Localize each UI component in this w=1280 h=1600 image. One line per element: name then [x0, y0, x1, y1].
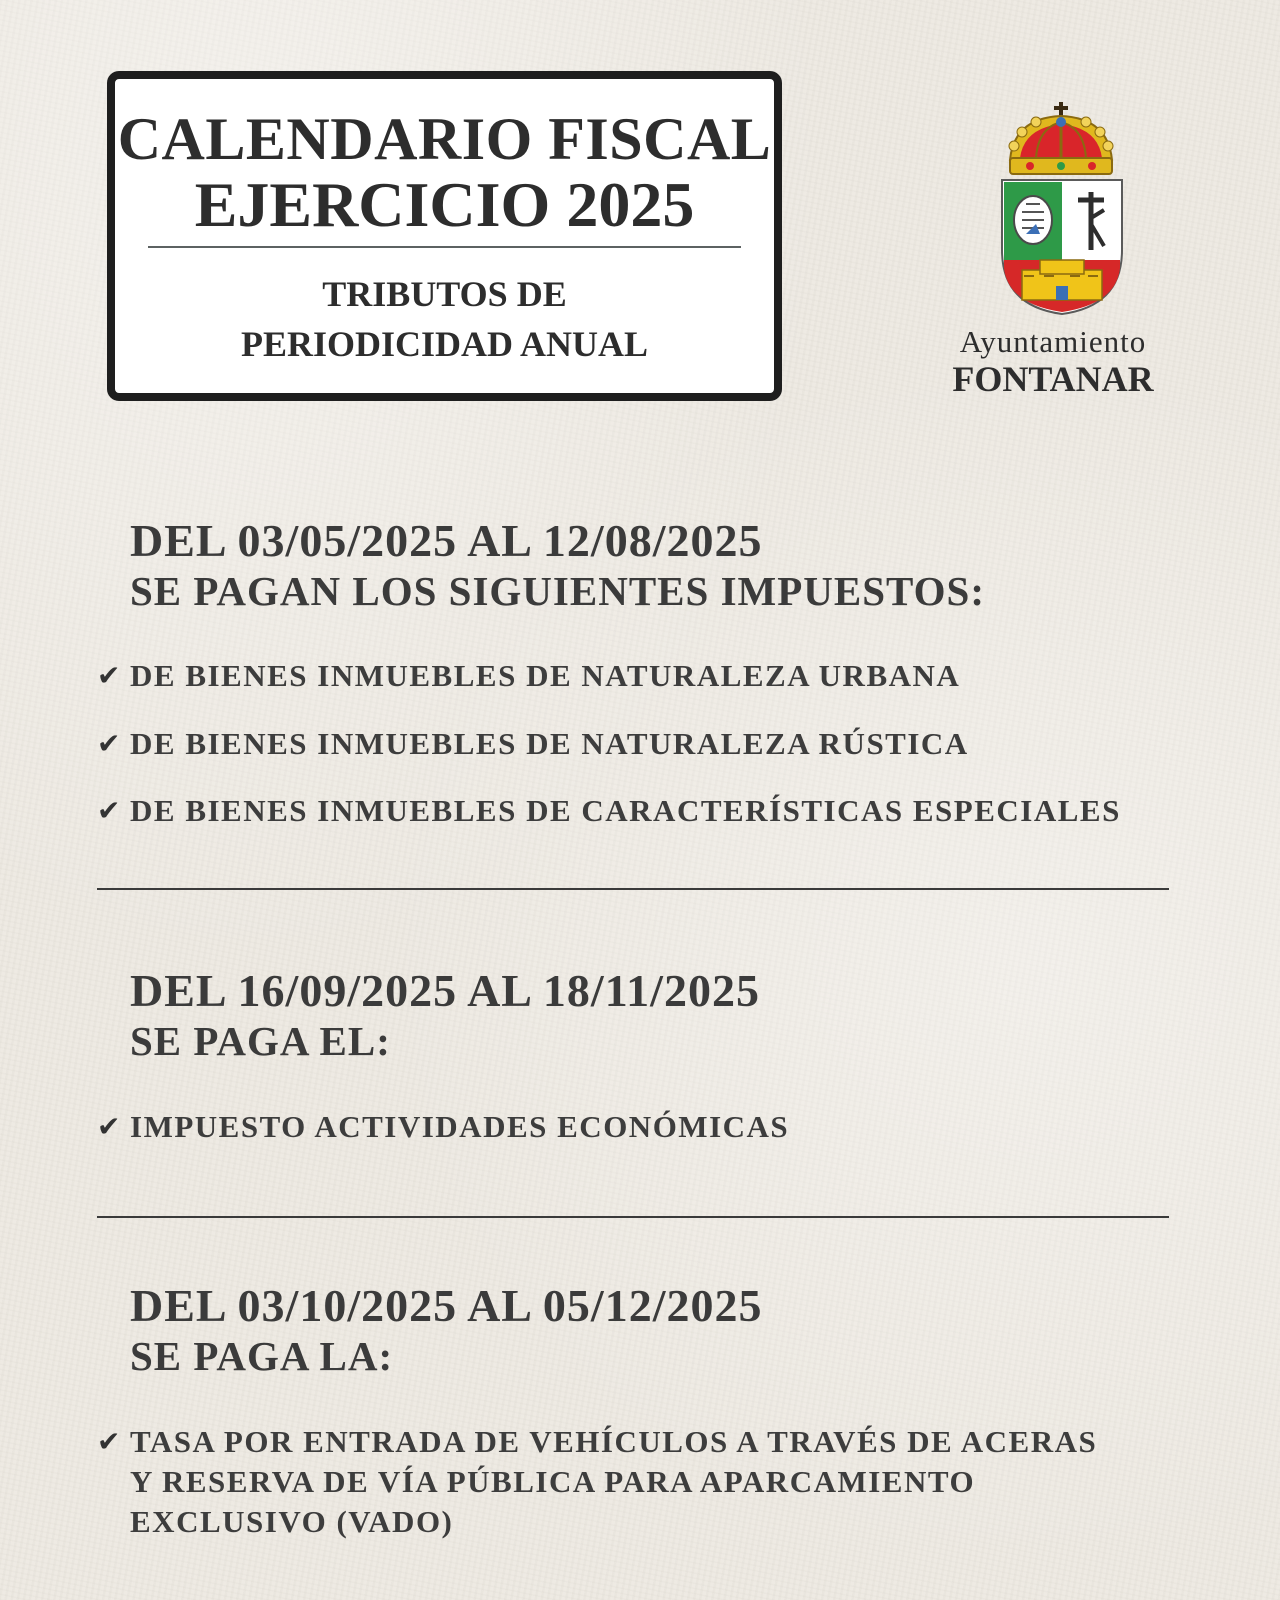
checkmark-icon: ✔	[97, 659, 122, 692]
section-3-dates: DEL 03/10/2025 AL 05/12/2025	[130, 1280, 763, 1331]
list-item-label: DE BIENES INMUEBLES DE NATURALEZA RÚSTICA	[130, 726, 969, 761]
list-item-label: IMPUESTO ACTIVIDADES ECONÓMICAS	[130, 1109, 790, 1144]
list-item	[97, 791, 1177, 831]
section-3-intro: SE PAGA LA:	[130, 1333, 394, 1379]
section-divider	[97, 1216, 1169, 1218]
coat-of-arms-icon	[1000, 100, 1124, 318]
logo-name-top: Ayuntamiento	[959, 324, 1147, 359]
municipality-logo	[935, 100, 1185, 400]
list-item	[97, 724, 1177, 764]
checkmark-icon: ✔	[97, 727, 122, 760]
page-title-year: EJERCICIO 2025	[194, 169, 695, 240]
list-item	[97, 1107, 1177, 1147]
section-divider	[97, 888, 1169, 890]
checkmark-icon: ✔	[97, 794, 122, 827]
list-item-label: DE BIENES INMUEBLES DE CARACTERÍSTICAS ESPECIALES	[130, 793, 1121, 828]
section-2-intro: SE PAGA EL:	[130, 1018, 391, 1064]
page-subtitle: TRIBUTOS DE PERIODICIDAD ANUAL	[240, 274, 649, 364]
title-box	[107, 71, 782, 401]
list-item-label: TASA POR ENTRADA DE VEHÍCULOS A TRAVÉS DE ACERAS Y RESERVA DE VÍA PÚBLICA PARA APARCAMIENTO EXCLUSIVO (VADO)	[130, 1424, 1098, 1539]
checkmark-icon: ✔	[97, 1110, 122, 1143]
list-item	[97, 656, 1177, 696]
list-item	[97, 1422, 1177, 1542]
logo-name-bottom: FONTANAR	[952, 359, 1154, 399]
list-item-label: DE BIENES INMUEBLES DE NATURALEZA URBANA	[130, 658, 961, 693]
section-1-intro: SE PAGAN LOS SIGUIENTES IMPUESTOS:	[130, 568, 985, 614]
section-2-dates: DEL 16/09/2025 AL 18/11/2025	[130, 965, 760, 1016]
checkmark-icon: ✔	[97, 1425, 122, 1458]
page-title: CALENDARIO FISCAL	[117, 106, 772, 172]
title-divider	[148, 246, 741, 248]
section-1-dates: DEL 03/05/2025 AL 12/08/2025	[130, 515, 763, 566]
